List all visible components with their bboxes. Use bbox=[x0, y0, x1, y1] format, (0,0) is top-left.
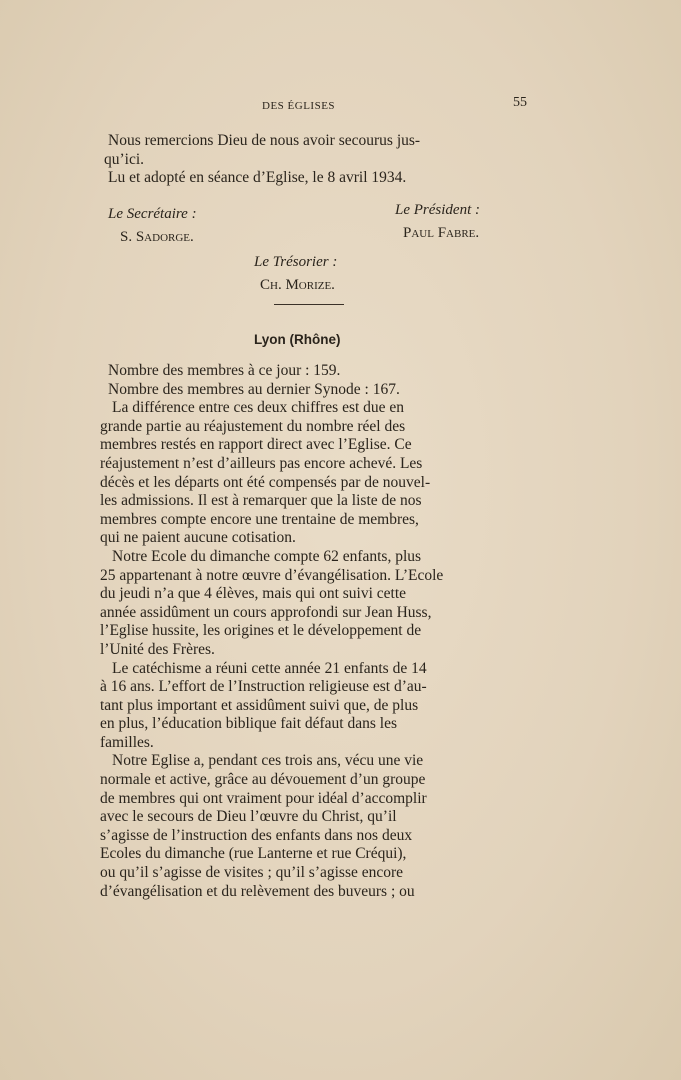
body-line: de membres qui ont vraiment pour idéal d’accomplir bbox=[100, 789, 427, 807]
section-body bbox=[100, 362, 536, 901]
body-line: avec le secours de Dieu l’œuvre du Christ, qu’il bbox=[100, 808, 397, 826]
body-line: normale et active, grâce au dévouement d’un groupe bbox=[100, 771, 426, 789]
body-line: La différence entre ces deux chiffres est due en bbox=[112, 399, 405, 417]
running-title: DES ÉGLISES bbox=[262, 100, 336, 112]
separator-rule bbox=[274, 304, 344, 305]
closing-line-2: qu’ici. bbox=[104, 150, 145, 168]
body-line: du jeudi n’a que 4 élèves, mais qui ont suivi cette bbox=[100, 585, 407, 603]
body-line: Ecoles du dimanche (rue Lanterne et rue Créqui), bbox=[100, 845, 407, 863]
body-line: l’Unité des Frères. bbox=[100, 640, 215, 658]
body-line: familles. bbox=[100, 733, 154, 751]
section-heading: Lyon (Rhône) bbox=[254, 332, 341, 347]
president-role: Le Président : bbox=[395, 202, 480, 218]
body-line: 25 appartenant à notre œuvre d’évangélisation. L’Ecole bbox=[100, 566, 444, 584]
body-line: en plus, l’éducation biblique fait défaut dans les bbox=[100, 715, 397, 733]
body-line: à 16 ans. L’effort de l’Instruction religieuse est d’au- bbox=[100, 678, 427, 696]
secretary-role: Le Secrétaire : bbox=[108, 206, 197, 222]
secretary-name: S. Sadorge. bbox=[120, 229, 194, 245]
treasurer-name: Ch. Morize. bbox=[260, 277, 335, 293]
closing-line-1: Nous remercions Dieu de nous avoir secourus jus- bbox=[108, 132, 421, 149]
body-line: Notre Ecole du dimanche compte 62 enfants, plus bbox=[112, 547, 422, 565]
body-line: ou qu’il s’agisse de visites ; qu’il s’agisse encore bbox=[100, 864, 404, 882]
body-line: membres compte encore une trentaine de membres, bbox=[100, 510, 419, 528]
body-line: grande partie au réajustement du nombre réel des bbox=[100, 417, 406, 435]
body-line: décès et les départs ont été compensés par de nouvel- bbox=[100, 473, 431, 491]
body-line: d’évangélisation et du relèvement des buveurs ; ou bbox=[100, 882, 415, 900]
president-signature bbox=[395, 202, 480, 242]
body-line: s’agisse de l’instruction des enfants dans nos deux bbox=[100, 826, 413, 844]
body-line: Notre Eglise a, pendant ces trois ans, vécu une vie bbox=[112, 752, 424, 770]
body-line: réajustement n’est d’ailleurs pas encore achevé. Les bbox=[100, 454, 423, 472]
body-line: Nombre des membres à ce jour : 159. bbox=[108, 362, 341, 379]
treasurer-signature bbox=[254, 254, 337, 294]
secretary-signature bbox=[108, 206, 197, 246]
body-line: Le catéchisme a réuni cette année 21 enfants de 14 bbox=[112, 659, 427, 677]
page-number: 55 bbox=[513, 95, 527, 110]
treasurer-role: Le Trésorier : bbox=[254, 254, 338, 270]
body-line: Nombre des membres au dernier Synode : 167. bbox=[108, 380, 400, 398]
body-line: qui ne paient aucune cotisation. bbox=[100, 529, 296, 547]
body-line: année assidûment un cours approfondi sur Jean Huss, bbox=[100, 603, 432, 621]
closing-paragraph bbox=[104, 132, 536, 188]
closing-line-3: Lu et adopté en séance d’Eglise, le 8 avril 1934. bbox=[108, 169, 407, 187]
body-line: les admissions. Il est à remarquer que la liste de nos bbox=[100, 492, 422, 510]
body-line: tant plus important et assidûment suivi que, de plus bbox=[100, 696, 419, 714]
body-line: l’Eglise hussite, les origines et le développement de bbox=[100, 622, 422, 640]
body-line: membres restés en rapport direct avec l’Eglise. Ce bbox=[100, 436, 412, 454]
president-name: Paul Fabre. bbox=[403, 225, 480, 241]
